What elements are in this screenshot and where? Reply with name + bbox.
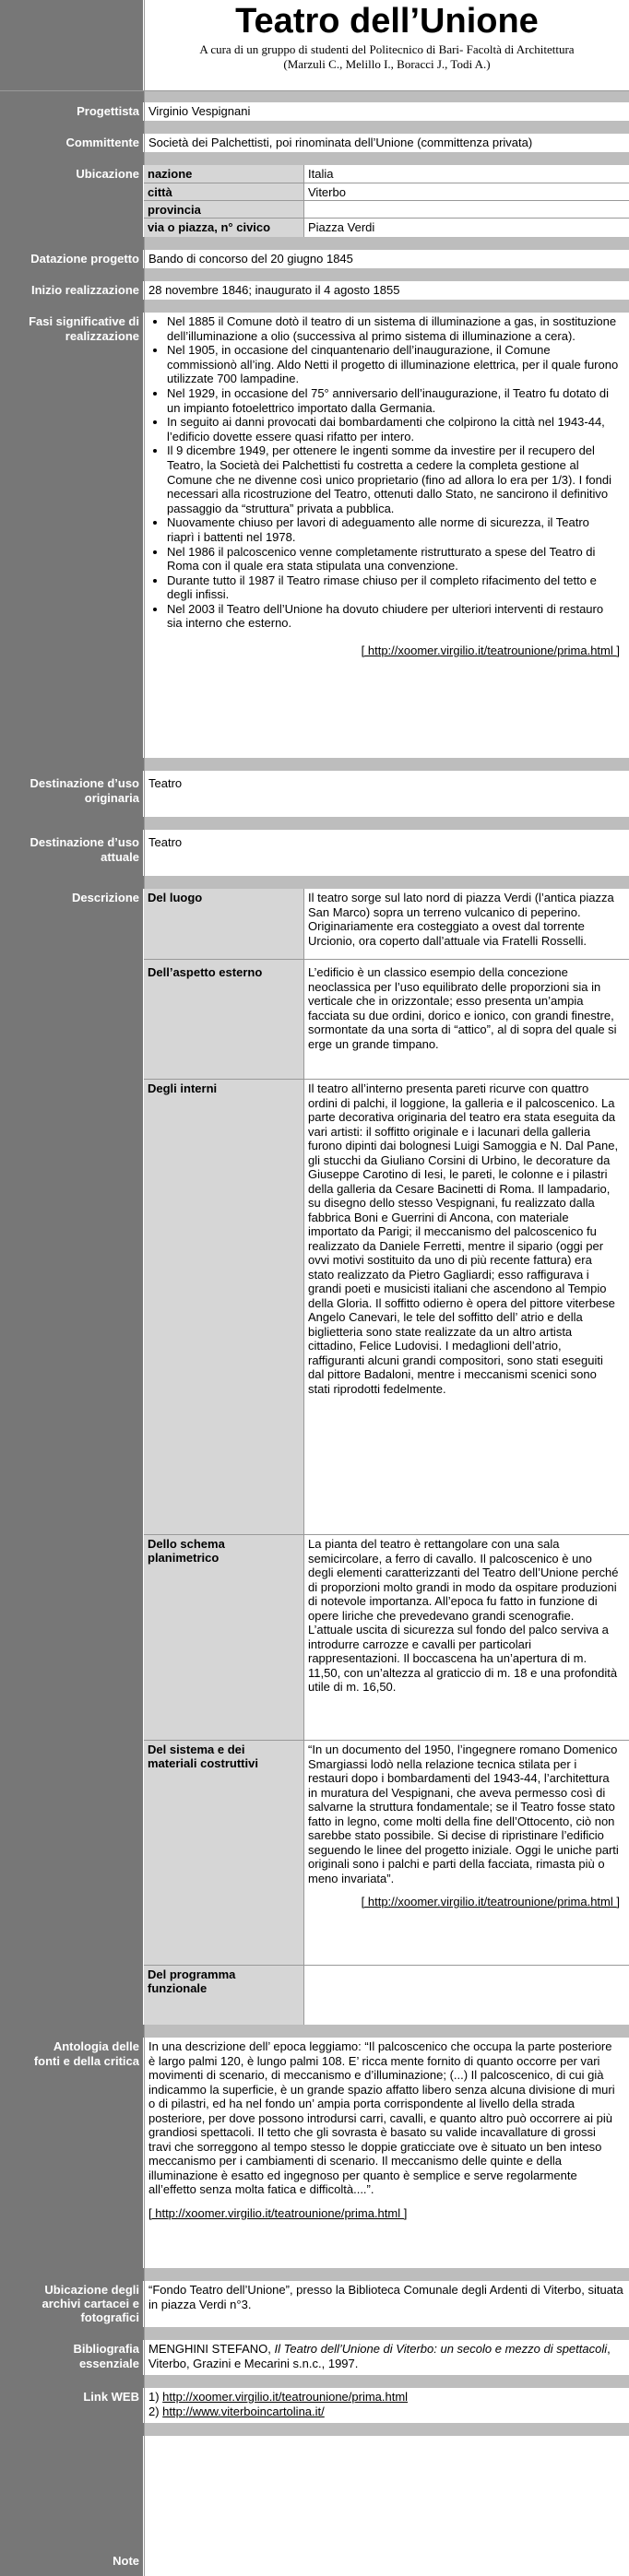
label-line: Antologia delle [53, 2039, 139, 2053]
title-line: materiali costruttivi [148, 1756, 258, 1770]
bibliografia-author: MENGHINI STEFANO, [148, 2342, 275, 2356]
ubicazione-value-provincia [304, 200, 629, 218]
destinazione-attuale-label [0, 830, 143, 876]
link-item [148, 2405, 625, 2419]
header-row [0, 0, 629, 90]
descrizione-sistema-title [144, 1741, 304, 1965]
progettista-label: Progettista [0, 102, 143, 121]
separator-row [0, 876, 629, 889]
label-line: archivi cartacei e [42, 2297, 139, 2310]
progettista-value: Virginio Vespignani [144, 102, 629, 121]
ubicazione-key-provincia: provincia [144, 200, 304, 218]
link-label: Link WEB [0, 2388, 143, 2423]
descrizione-label: Descrizione [0, 889, 143, 2025]
fasi-value [144, 313, 629, 758]
list-item: • Nel 1885 il Comune dotò il teatro di un sistema di illuminazione a gas, in sostituzione dell’illuminazione a olio (successiva al primo sistema di illuminazione a cera). [167, 314, 620, 343]
descrizione-schema-title [144, 1535, 304, 1740]
note-value [144, 2436, 629, 2576]
archivi-label [0, 2281, 143, 2327]
descrizione-programma-text [304, 1966, 629, 2025]
datazione-row [0, 250, 629, 268]
title-line: planimetrico [148, 1551, 220, 1565]
inizio-value: 28 novembre 1846; inaugurato il 4 agosto 1855 [144, 281, 629, 300]
descrizione-luogo-text: Il teatro sorge sul lato nord di piazza Verdi (l’antica piazza San Marco) sopra un terreno vulcanico di peperino. Originariamente era costeggiato a ovest dal torrente Urcionio, ora coperto dall’attuale via Fratelli Rosselli. [308, 891, 614, 948]
title-line: funzionale [148, 1981, 208, 1995]
list-item: • Il 9 dicembre 1949, per ottenere le ingenti somme da investire per il recupero del Teatro, la Società dei Palchettisti fu costretta a cedere la completa gestione al Comune che ne divenne così unico proprietario (fino ad allora lo era per 1/3). I fondi necessari alla ricostruzione del Teatro, ottenuti dallo Stato, ne sancirono il definitivo passaggio da “struttura” privata a pubblica. [167, 443, 620, 515]
ubicazione-key-via: via o piazza, n° civico [144, 218, 304, 237]
list-item: • Nuovamente chiuso per lavori di adeguamento alle norme di sicurezza, il Teatro riaprì i battenti nel 1978. [167, 515, 620, 544]
separator-row [0, 2268, 629, 2281]
link-item [148, 2390, 625, 2405]
destinazione-originaria-row [0, 771, 629, 817]
bibliografia-rest: , Viterbo, Grazini e Mecarini s.n.c., 1997. [148, 2342, 611, 2370]
descrizione-interni-title: Degli interni [144, 1080, 304, 1534]
destinazione-attuale-row [0, 830, 629, 876]
antologia-text: In una descrizione dell’ epoca leggiamo: “Il palcoscenico che occupa la parte posteriore è largo palmi 120, è lungo palmi 108. E’ ricca mente fornito di quanto occorre per vari movimenti di scenario, di meccanismo e d’illuminazione; (...) Il palcoscenico, di cui già indicammo la superficie, è un grande spazio affatto libero senza alcuna divisione di muri o di pilastri, ed ha nel fondo un’ ampia porta corrispondente al livello della strada posteriore, per dove possono introdursi carri, cavalli, e quanto altro può occorrere ai più grandiosi spettacoli. Il tetto che gli sovrasta è basato su valide incavallature di grossi travi che sorreggono al tempo stesso le doppie graticciate ove è situato un ben inteso meccanismo per i cambiamenti di scenario. Il meccanismo delle quinte e della illuminazione è esatto ed ingegnoso per quanto è semplice e serve regolarmente all’effetto senza molta fatica e difficoltà....”. [148, 2039, 615, 2196]
list-item: • Nel 1905, in occasione del cinquantenario dell’inaugurazione, il Comune commissionò all’ing. Aldo Netti il progetto di illuminazione elettrica, per il quale furono utilizzate 700 lampadine. [167, 343, 620, 386]
title-line: Dello schema [148, 1537, 225, 1551]
label-line: originaria [84, 791, 139, 805]
ubicazione-key-nazione: nazione [144, 165, 304, 183]
archivi-value: “Fondo Teatro dell’Unione”, presso la Biblioteca Comunale degli Ardenti di Viterbo, situata in piazza Verdi n°3. [144, 2281, 629, 2327]
ubicazione-value-citta: Viterbo [304, 183, 629, 200]
bibliografia-row [0, 2340, 629, 2375]
label-line: Bibliografia [73, 2342, 139, 2356]
separator-row [0, 758, 629, 771]
list-item: • Nel 2003 il Teatro dell’Unione ha dovuto chiudere per ulteriori interventi di restauro sia interno che esterno. [167, 602, 620, 631]
link-row [0, 2388, 629, 2423]
label-line: Ubicazione degli [44, 2283, 139, 2297]
label-line: attuale [101, 850, 139, 864]
page-title: Teatro dell’Unione [235, 2, 539, 41]
title-line: Del programma [148, 1967, 236, 1981]
separator-row [0, 237, 629, 250]
committente-value: Società dei Palchettisti, poi rinominata dell’Unione (committenza privata) [144, 134, 629, 152]
fasi-label-line1: Fasi significative di [29, 314, 139, 328]
header-cell [144, 0, 629, 90]
bibliografia-title: Il Teatro dell’Unione di Viterbo: un secolo e mezzo di spettacoli [274, 2342, 608, 2356]
committente-row [0, 134, 629, 152]
link-number: 2) [148, 2404, 163, 2418]
archivi-row [0, 2281, 629, 2327]
title-line: Del sistema e dei [148, 1743, 245, 1756]
separator-row [0, 817, 629, 830]
list-item: • In seguito ai danni provocati dai bombardamenti che colpirono la città nel 1943-44, l’edificio dovette essere quasi rifatto per intero. [167, 415, 620, 443]
fasi-label [0, 313, 143, 758]
note-label: Note [0, 2436, 143, 2576]
inizio-row [0, 281, 629, 300]
ubicazione-value-nazione: Italia [308, 167, 334, 181]
descrizione-interni-text: Il teatro all’interno presenta pareti ricurve con quattro ordini di palchi, il loggione, la galleria e il palcoscenico. La parte decorativa originaria del teatro era stata eseguita da vari artisti: il soffitto originale e i lacunari della galleria furono dipinti dai bolognesi Luigi Samoggia e N. Dal Pane, gli stucchi da Giuliano Corsini di Urbino, le decorature da Giuseppe Carotino di Iesi, le pareti, le colonne e i pilastri della galleria da Cesare Bacinetti di Roma. Il lampadario, su disegno dello stesso Vespignani, fu realizzato dalla fabbrica Boni e Guerrini di Ancona, con materiale importato da Parigi; il meccanismo del palcoscenico fu realizzato da Daniele Ferretti, mentre il sipario (oggi per ovvi motivi sostituito da uno di più recente fattura) era stato realizzato da Pietro Gagliardi; esso raffigurava i grandi poeti e musicisti italiani che ascendono al Tempio della Gloria. Il soffitto odierno è opera del pittore viterbese Angelo Canevari, le tele del soffitto dell’ atrio e della biglietteria sono state realizzate da un altro artista cittadino, Felice Ludovisi. I medaglioni dell’atrio, raffiguranti alcuni grandi compositori, sono stati eseguiti dal pittore Badaloni, mentre i meccanismi scenici sono stati riprodotti fedelmente. [308, 1081, 619, 1396]
ubicazione-key-citta: città [144, 183, 304, 200]
label-line: fonti e della critica [33, 2054, 139, 2068]
link-value [144, 2388, 629, 2423]
list-item: • Durante tutto il 1987 il Teatro rimase chiuso per il completo rifacimento del tetto e degli infissi. [167, 573, 620, 602]
ubicazione-label: Ubicazione [0, 165, 143, 237]
label-line: Destinazione d’uso [30, 835, 139, 849]
fasi-list [150, 314, 620, 631]
separator-row [0, 121, 629, 134]
antologia-label [0, 2038, 143, 2268]
separator-row [0, 300, 629, 313]
antologia-value [144, 2038, 629, 2268]
antologia-source-link[interactable]: [ http://xoomer.virgilio.it/teatrounione/prima.html ] [148, 2205, 408, 2220]
descrizione-sistema-text [304, 1741, 629, 1965]
destinazione-originaria-label [0, 771, 143, 817]
bibliografia-value [144, 2340, 629, 2375]
descrizione-schema-text: La pianta del teatro è rettangolare con una sala semicircolare, a ferro di cavallo. Il palcoscenico è uno degli elementi caratterizzanti del Teatro dell’Unione perché di proporzioni molto grandi in modo da ospitare produzioni di notevole importanza. All’epoca fu fatto in funzione di opere liriche che prevedevano grandi scenografie. L’attuale uscita di sicurezza sul fondo del palco serviva a introdurre carrozze e cavalli per particolari rappresentazioni. Il boccascena ha un’apertura di m. 11,50, con un’altezza al graticcio di m. 18 e una profondità utile di m. 16,50. [308, 1537, 619, 1694]
destinazione-attuale-value: Teatro [144, 830, 629, 876]
label-line: Destinazione d’uso [30, 776, 139, 790]
authors-line: A cura di un gruppo di studenti del Politecnico di Bari- Facoltà di Architettura [199, 42, 575, 56]
descrizione-programma-title [144, 1966, 304, 2025]
label-line: fotografici [80, 2310, 139, 2324]
authors-names: (Marzuli C., Melillo I., Boracci J., Todi A.) [283, 57, 491, 71]
ubicazione-value-via: Piazza Verdi [304, 218, 629, 237]
fasi-source-link[interactable]: [ http://xoomer.virgilio.it/teatrounione/prima.html ] [361, 644, 620, 658]
antologia-row [0, 2038, 629, 2268]
descrizione-luogo-title: Del luogo [144, 889, 304, 959]
separator-row [0, 268, 629, 281]
separator-row [0, 2423, 629, 2436]
header-left-cell [0, 0, 143, 90]
list-item: • Nel 1929, in occasione del 75° anniversario dell’inaugurazione, il Teatro fu dotato di un impianto fotoelettrico importato dalla Germania. [167, 386, 620, 415]
descrizione-esterno-title: Dell’aspetto esterno [144, 960, 304, 1079]
sistema-source-link[interactable]: [ http://xoomer.virgilio.it/teatrounione/prima.html ] [361, 1895, 620, 1908]
fasi-row [0, 313, 629, 758]
committente-label: Committente [0, 134, 143, 152]
inizio-label: Inizio realizzazione [0, 281, 143, 300]
separator-row [0, 152, 629, 165]
separator-row [0, 2327, 629, 2340]
separator-row [0, 91, 629, 102]
descrizione-row [0, 889, 629, 2025]
label-line: essenziale [78, 2357, 139, 2370]
note-row [0, 2436, 629, 2576]
web-link-1[interactable]: http://xoomer.virgilio.it/teatrounione/prima.html [162, 2390, 409, 2404]
fasi-label-line2: realizzazione [65, 329, 139, 343]
datazione-label: Datazione progetto [0, 250, 143, 268]
list-item: • Nel 1986 il palcoscenico venne completamente ristrutturato a spese del Teatro di Roma con il quale era stata stipulata una convenzione. [167, 545, 620, 573]
bibliografia-label [0, 2340, 143, 2375]
separator-row [0, 2025, 629, 2038]
destinazione-originaria-value: Teatro [144, 771, 629, 817]
descrizione-esterno-text: L’edificio è un classico esempio della concezione neoclassica per l’uso equilibrato delle proporzioni sia in verticale che in orizzontale; esso presenta un’ampia facciata su due ordini, dorico e ionico, con grandi finestre, sormontate da una sorta di “attico”, al di sopra del quale si erge un grande timpano. [308, 965, 617, 1051]
web-link-2[interactable]: http://www.viterboincartolina.it/ [162, 2404, 325, 2418]
separator-row [0, 2375, 629, 2388]
ubicazione-row [0, 165, 629, 237]
sistema-paragraph: “In un documento del 1950, l’ingegnere romano Domenico Smargiassi lodò nella relazione tecnica stilata per i restauri dopo i bombardamenti del 1943-44, l’architettura in muratura del Vespignani, che aveva permesso così di salvarne la struttura fondamentale; se il Teatro fosse stato fatto in legno, come molti della fine dell’Ottocento, ciò non sarebbe stato possibile. Si decise di ripristinare l’edificio seguendo le linee del progetto iniziale. Oggi le uniche parti originali sono i palchi e parti della facciata, rimasta più o meno invariata”. [308, 1743, 619, 1885]
progettista-row [0, 102, 629, 121]
link-number: 1) [148, 2390, 163, 2404]
datazione-value: Bando di concorso del 20 giugno 1845 [144, 250, 629, 268]
